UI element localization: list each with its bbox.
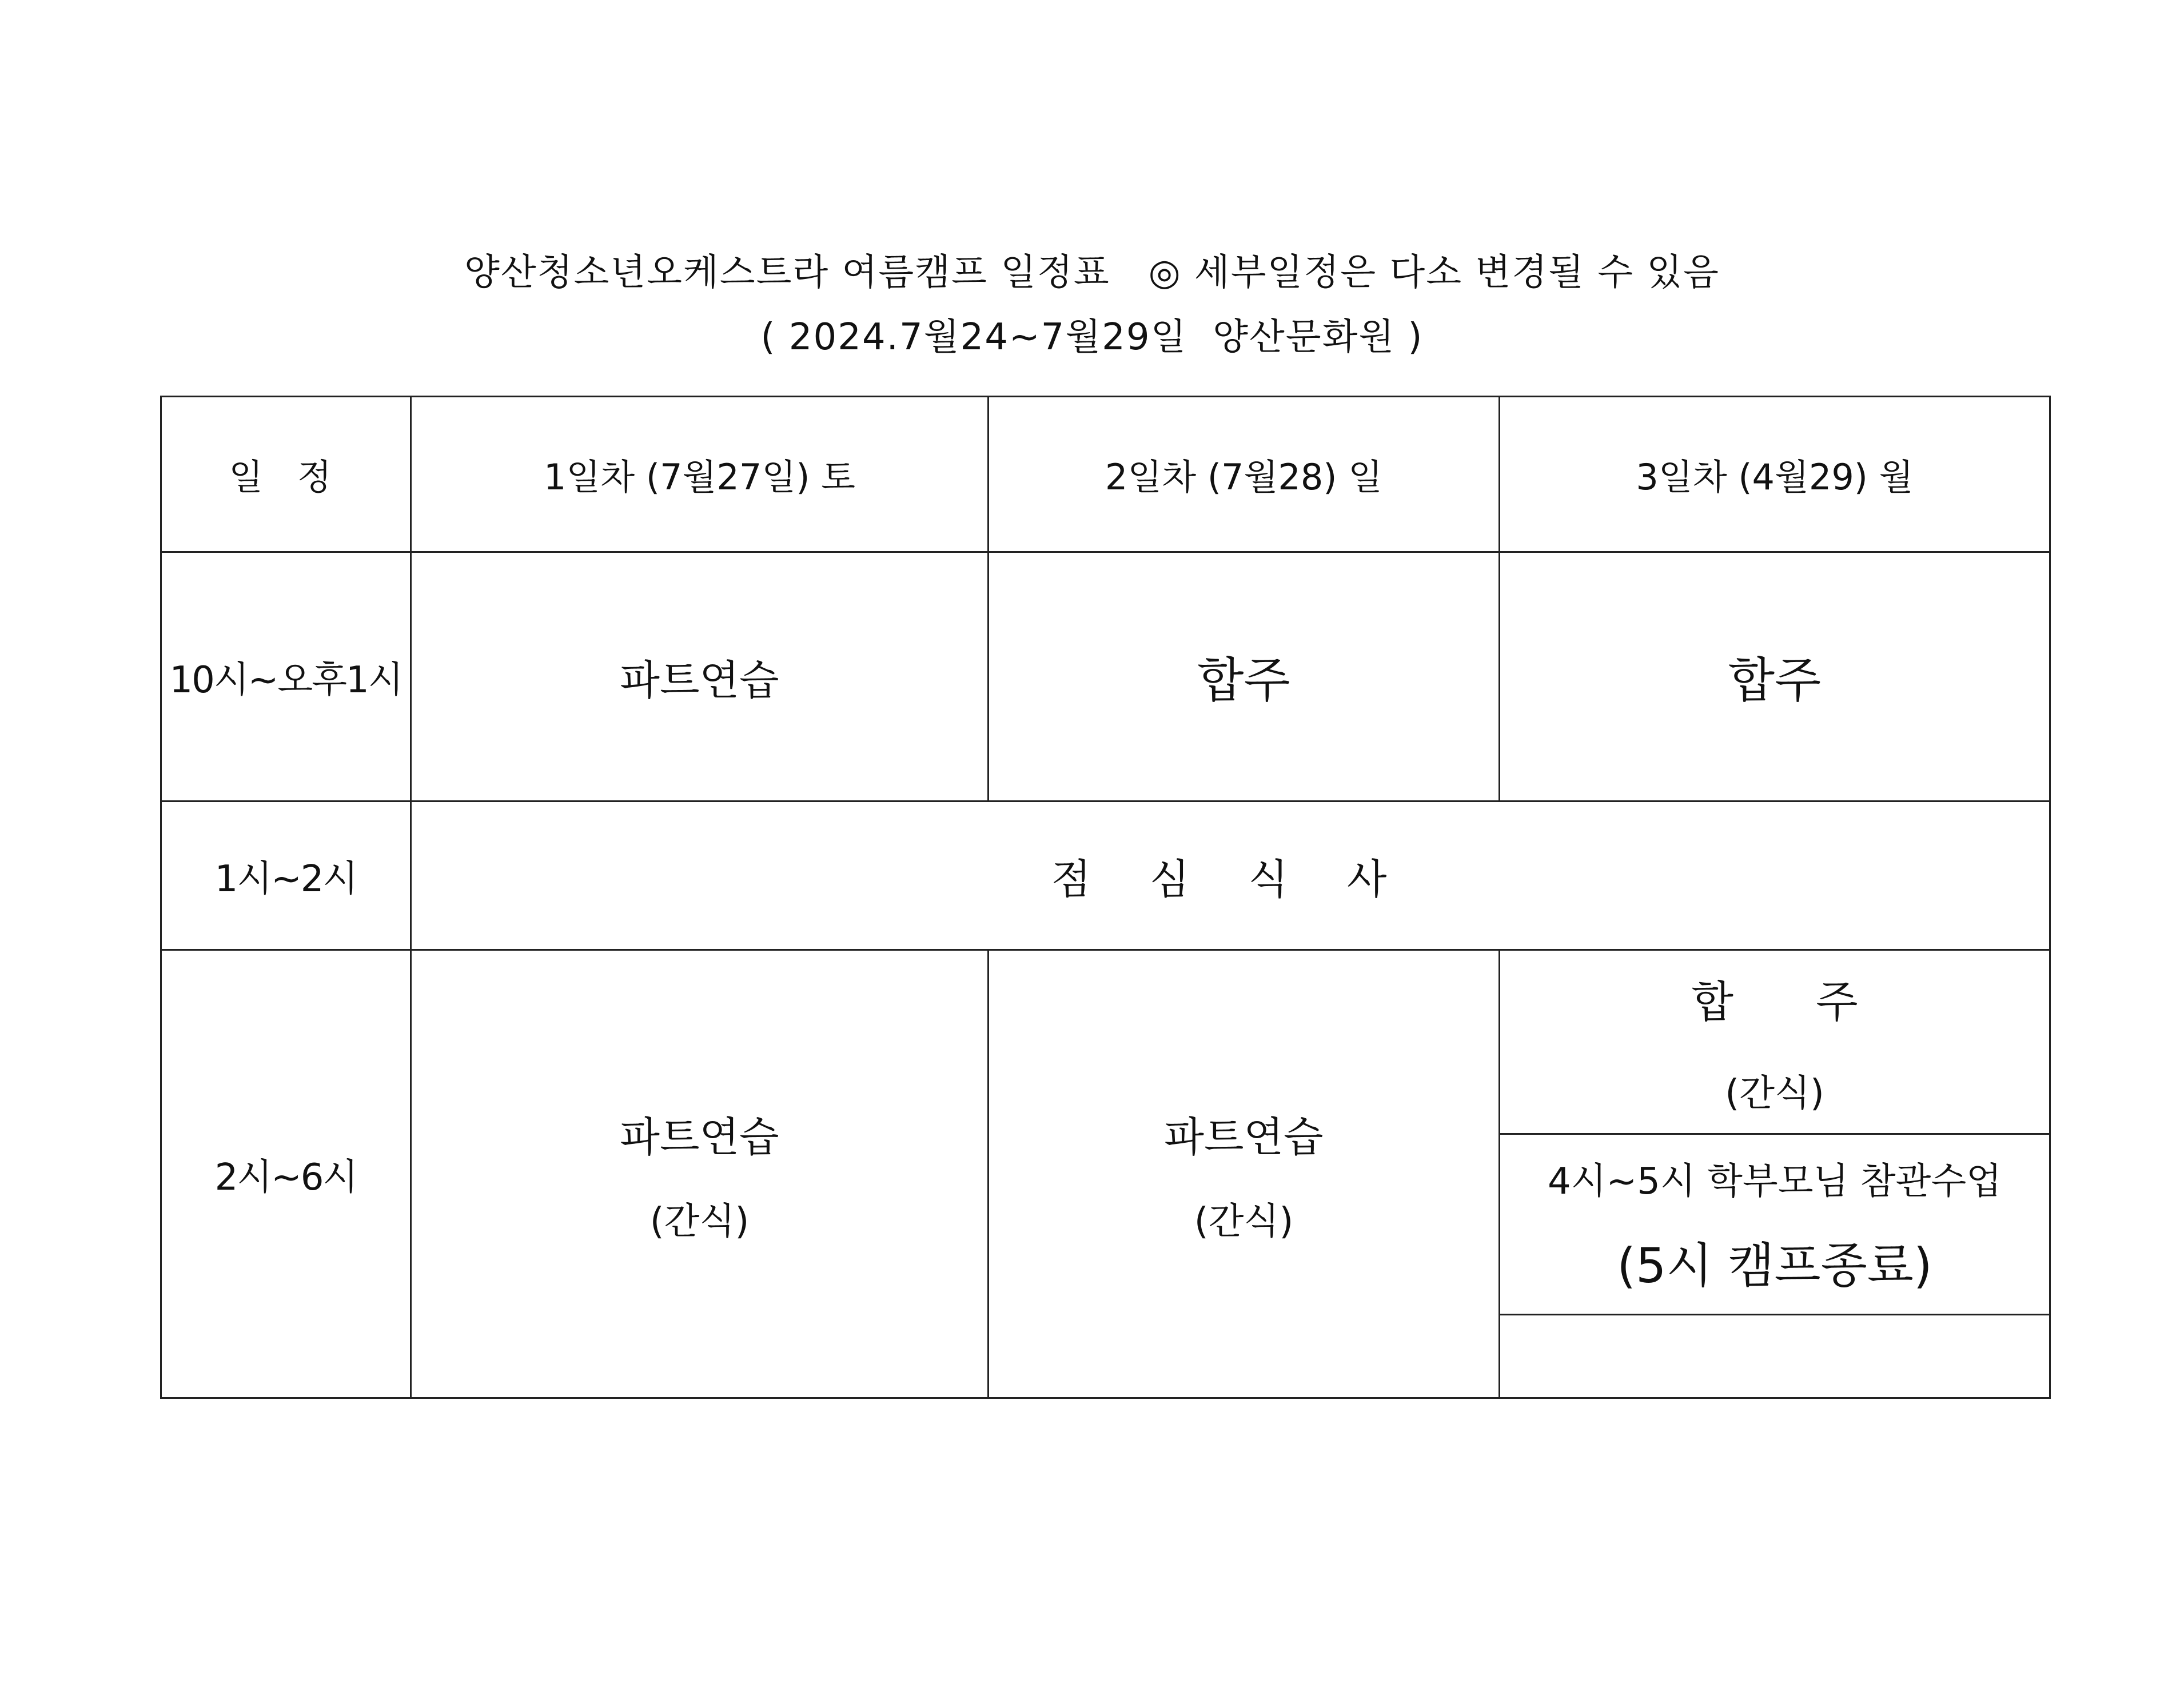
parent-visit-text: 4시~5시 학부모님 참관수업 (1548, 1160, 2002, 1203)
schedule-title: 양산청소년오케스트라 여름캠프 일정표 ◎ 세부일정은 다소 변경될 수 있음 (464, 252, 1720, 294)
day1-afternoon-main: 파트연습 (620, 1112, 779, 1161)
schedule-subtitle: ( 2024.7월24~7월29일 양산문화원 ) (760, 316, 1424, 358)
camp-end-text: (5시 캠프종료) (1617, 1238, 1932, 1294)
day2-afternoon-main: 파트연습 (1164, 1112, 1324, 1161)
day3-afternoon-empty (1500, 1315, 2049, 1397)
day3-afternoon (1500, 950, 2050, 1398)
day3-afternoon-parent-visit (1500, 1135, 2049, 1315)
day3-afternoon-note: (간식) (1725, 1072, 1824, 1115)
header-day3: 3일차 (4월29) 월 (1500, 397, 2050, 552)
header-row (161, 397, 2050, 552)
table-row (161, 552, 2050, 801)
day2-afternoon (989, 950, 1500, 1398)
day2-afternoon-note: (간식) (1194, 1200, 1294, 1243)
day1-afternoon (411, 950, 989, 1398)
time-lunch: 1시~2시 (161, 801, 411, 950)
day3-afternoon-main: 합 주 (1691, 976, 1892, 1027)
table-row (161, 950, 2050, 1398)
day2-morning: 합주 (989, 552, 1500, 801)
day3-morning: 합주 (1500, 552, 2050, 801)
day1-afternoon-note: (간식) (649, 1200, 750, 1243)
lunch-cell: 점 심 식 사 (411, 801, 2050, 950)
time-morning: 10시~오후1시 (161, 552, 411, 801)
day1-morning: 파트연습 (411, 552, 989, 801)
header-day2: 2일차 (7월28) 일 (989, 397, 1500, 552)
time-afternoon: 2시~6시 (161, 950, 411, 1398)
day3-afternoon-ensemble (1500, 951, 2049, 1135)
header-schedule: 일 정 (161, 397, 411, 552)
schedule-table (160, 396, 2051, 1399)
header-day1: 1일차 (7월27일) 토 (411, 397, 989, 552)
table-row (161, 801, 2050, 950)
